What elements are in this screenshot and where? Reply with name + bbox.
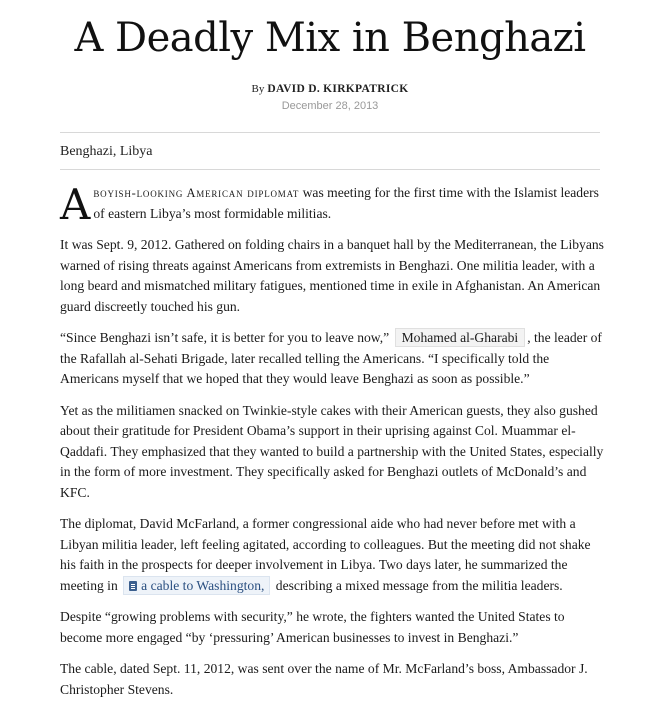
- publish-date: December 28, 2013: [281, 100, 379, 112]
- paragraph-3: [60, 328, 608, 390]
- cable-link-text: a cable to Washington,: [141, 577, 265, 593]
- cable-document-link[interactable]: [123, 576, 270, 595]
- divider-top: [60, 132, 600, 133]
- paragraph-3-after: , the leader of the Rafallah al-Sehati Brigade, later recalled telling the Americans. “I specifically told the Americans myself that we hoped that they would leave Benghazi as soon as possible.”: [60, 330, 602, 386]
- dropcap: A: [60, 180, 91, 229]
- paragraph-1: [60, 180, 608, 229]
- byline: [0, 80, 660, 97]
- lead-in: boyish-looking American diplomat: [93, 186, 300, 200]
- paragraph-3-before: “Since Benghazi isn’t safe, it is better for you to leave now,”: [60, 330, 393, 345]
- paragraph-5-after: describing a mixed message from the militia leaders.: [272, 577, 563, 593]
- author-name[interactable]: DAVID D. KIRKPATRICK: [267, 83, 409, 95]
- document-icon: [129, 581, 137, 591]
- person-tag[interactable]: Mohamed al-Gharabi: [395, 328, 526, 347]
- headline: A Deadly Mix in Benghazi: [74, 15, 586, 61]
- divider-bottom: [60, 169, 600, 170]
- paragraph-6: Despite “growing problems with security,” he wrote, the fighters wanted the United States to become more engaged “by ‘pressuring’ American businesses to invest in Benghazi.”: [60, 609, 565, 645]
- article-body: [60, 180, 608, 711]
- paragraph-7: The cable, dated Sept. 11, 2012, was sent over the name of Mr. McFarland’s boss, Ambassador J. Christopher Stevens.: [60, 661, 588, 697]
- paragraph-1-text: was meeting for the first time with the Islamist leaders of eastern Libya’s most formidable militias.: [93, 185, 599, 221]
- dateline-location: Benghazi, Libya: [60, 144, 153, 159]
- paragraph-4: Yet as the militiamen snacked on Twinkie-style cakes with their American guests, they also gushed about their gratitude for President Obama’s support in their uprising against Col. Muammar el-Qaddafi. They emphasized that they wanted to build a partnership with the United States, especially in the form of more investment. They specifically asked for Benghazi outlets of McDonald’s and KFC.: [60, 402, 604, 500]
- byline-prefix: By: [251, 83, 265, 95]
- paragraph-5: [60, 514, 608, 596]
- paragraph-5-before: The diplomat, David McFarland, a former congressional aide who had never before met with a Libyan militia leader, left feeling agitated, according to colleagues. But the meeting did not shake his faith in the prospects for deeper involvement in Libya. Two days later, he summarized the meeting in: [60, 516, 591, 593]
- paragraph-2: It was Sept. 9, 2012. Gathered on folding chairs in a banquet hall by the Mediterranean, the Libyans warned of rising threats against Americans from extremists in Benghazi. One militia leader, with a long beard and mismatched military fatigues, mentioned time in exile in Afghanistan. An American guard discreetly touched his gun.: [60, 237, 604, 314]
